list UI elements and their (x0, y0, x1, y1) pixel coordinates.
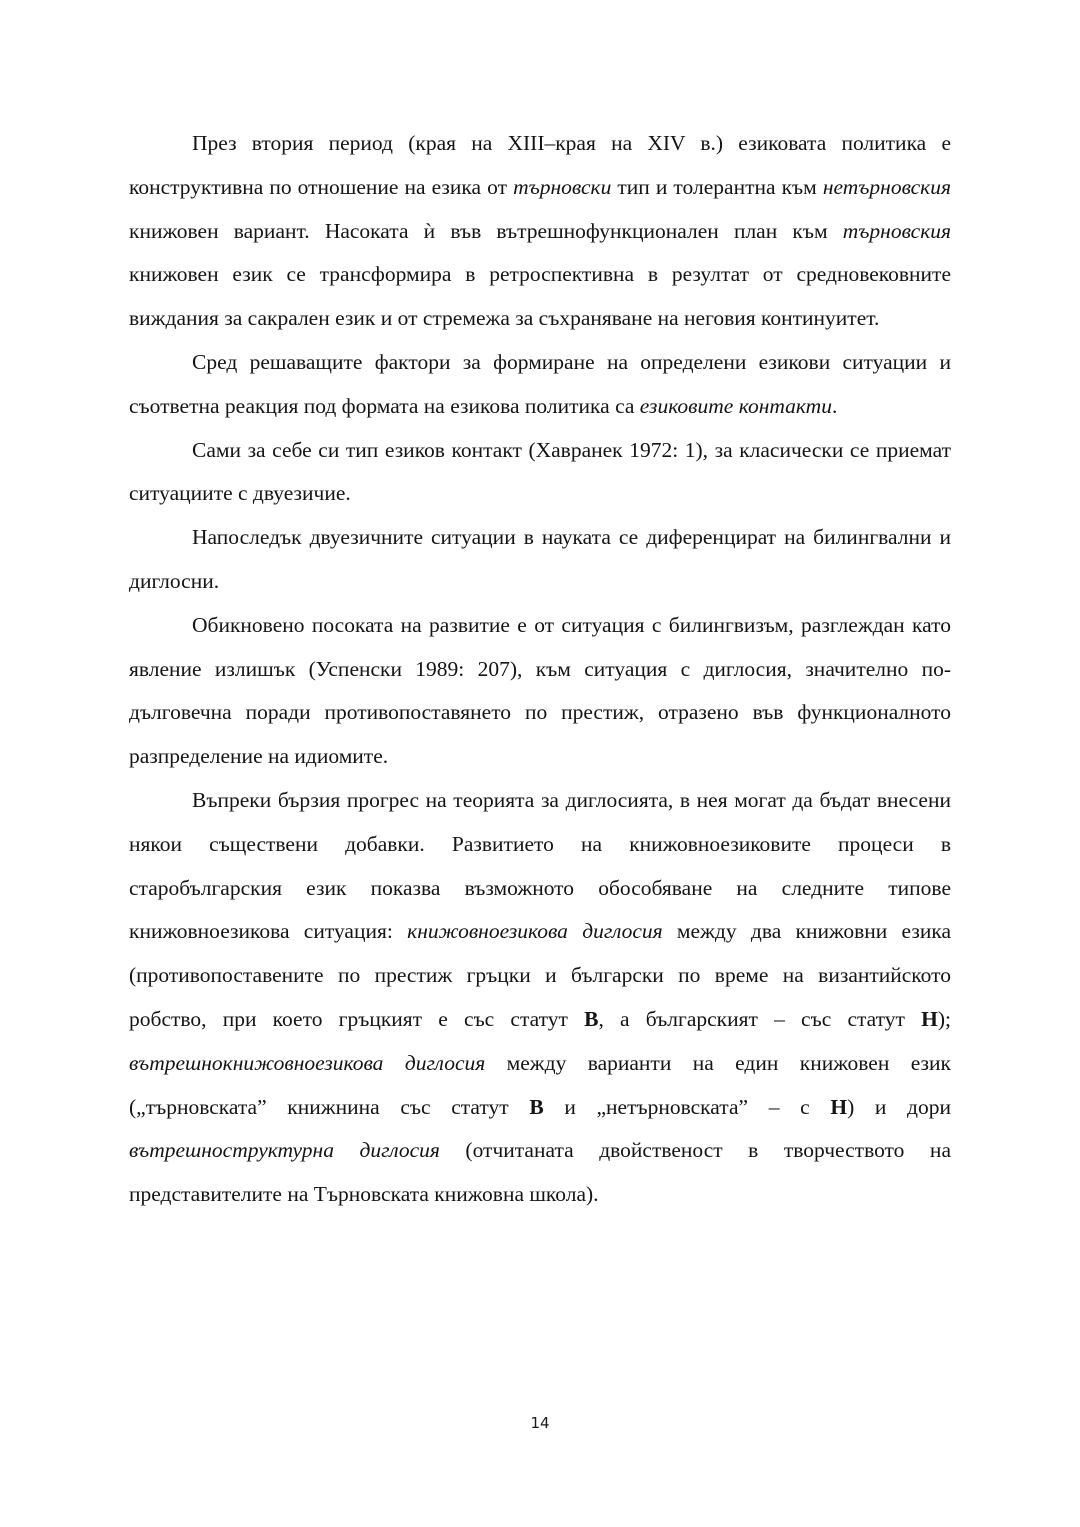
body-text (129, 122, 951, 1217)
italic-term: книжовноезикова диглосия (407, 919, 663, 944)
paragraph (129, 122, 951, 341)
italic-term: езиковите контакти (639, 393, 832, 418)
text-run: ); (937, 1006, 951, 1031)
text-run: През втория период (края на XIII–края на XIV в.) езиковата политика е конструктивна по отношение на езика от (129, 131, 951, 199)
text-run: , а българският – със статут (598, 1006, 922, 1031)
italic-term: търновския (842, 218, 951, 243)
text-run: между два книжовни езика (противопоставените по престиж гръцки и български по време на византийското робство, при което гръцкият е със статут (129, 919, 952, 1031)
italic-term: нетърновския (822, 174, 951, 199)
paragraph (129, 779, 951, 1217)
bold-term: H (830, 1094, 848, 1119)
bold-term: B (584, 1006, 599, 1031)
paragraph (129, 429, 951, 517)
text-run: (отчитаната двойственост в творчеството на представителите на Търновската книжовна школа). (129, 1138, 951, 1207)
paragraph (129, 516, 951, 604)
text-run: между варианти на един книжовен език („търновската” книжнина със статут (129, 1050, 951, 1119)
text-run: книжовен вариант. Насоката ѝ във вътрешнофункционален план към (129, 218, 843, 243)
paragraph (129, 341, 951, 429)
text-run: Въпреки бързия прогрес на теорията за диглосията, в нея могат да бъдат внесени някои съществени добавки. Развитието на книжовноезиковите процеси в старобългарския език показва възможното обособяване на следните типове книжовноезикова ситуация: (129, 787, 951, 944)
text-run: и „нетърновската” – с (543, 1094, 831, 1119)
italic-term: вътрешнокнижовноезикова диглосия (129, 1050, 486, 1075)
text-run: ) и дори (847, 1094, 951, 1119)
text-run: книжовен език се трансформира в ретроспективна в резултат от средновековните виждания за сакрален език и от стремежа за съхраняване на неговия континуитет. (129, 262, 951, 331)
page-number: 14 (530, 1414, 550, 1432)
text-run: Сами за себе си тип езиков контакт (Хавранек 1972: 1), за класически се приемат ситуациите с двуезичие. (129, 437, 951, 506)
paragraph (129, 604, 951, 779)
text-run: Сред решаващите фактори за формиране на определени езикови ситуации и съответна реакция под формата на езикова политика са (129, 349, 951, 418)
text-run: тип и толерантна към (611, 174, 823, 199)
text-run: Обикновено посоката на развитие е от ситуация с билингвизъм, разглеждан като явление излишък (Успенски 1989: 207), към ситуация с диглосия, значително по-дълговечна поради противопоставянето по престиж, отразено във функционалното разпределение на идиомите. (129, 612, 951, 769)
italic-term: вътрешноструктурна диглосия (129, 1138, 440, 1163)
bold-term: H (921, 1006, 938, 1031)
bold-term: B (529, 1094, 544, 1119)
text-run: . (831, 393, 838, 418)
italic-term: търновски (513, 174, 612, 199)
text-run: Напоследък двуезичните ситуации в науката се диференцират на билингвални и диглосни. (129, 525, 951, 593)
